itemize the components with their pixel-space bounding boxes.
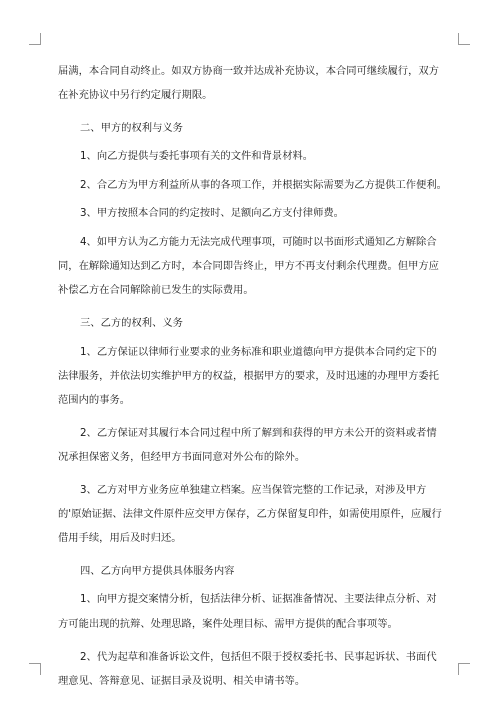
crop-mark-top-left [29, 33, 41, 45]
text-line: 3、乙方对甲方业务应单独建立档案。应当保管完整的工作记录，对涉及甲方 [80, 484, 427, 496]
crop-mark-bottom-right [458, 663, 470, 675]
text-line: 范围内的事务。 [58, 394, 131, 406]
section-heading: 三、乙方的权利、义务 [80, 317, 183, 329]
text-line: 补偿乙方在合同解除前已发生的实际费用。 [58, 284, 254, 296]
crop-mark-bottom-left [29, 663, 41, 675]
text-line: 借用手续，用后及时归还。 [58, 532, 182, 544]
text-line: 理意见、答辩意见、证据目录及说明、相关申请书等。 [58, 675, 306, 687]
text-line: 在补充协议中另行约定履行期限。 [58, 89, 213, 101]
text-line: 况承担保密义务，但经甲方书面同意对外公布的除外。 [58, 451, 306, 463]
text-line: 同，在解除通知达到乙方时，本合同即告终止，甲方不再支付剩余代理费。但甲方应 [58, 260, 439, 272]
text-line: 1、乙方保证以律师行业要求的业务标准和职业道德向甲方提供本合同约定下的 [80, 346, 437, 358]
crop-mark-top-right [458, 33, 470, 45]
text-line: 的'原始证据、法律文件原件应交甲方保存，乙方保留复印件，如需使用原件，应履行 [58, 508, 442, 520]
text-line: 2、乙方保证对其履行本合同过程中所了解到和获得的甲方未公开的资料或者情 [80, 427, 437, 439]
text-line: 2、合乙方为甲方利益所从事的各项工作，并根据实际需要为乙方提供工作便利。 [80, 179, 447, 191]
text-line: 届满，本合同自动终止。如双方协商一致并达成补充协议，本合同可继续履行，双方 [58, 65, 439, 77]
text-line: 4、如甲方认为乙方能力无法完成代理事项，可随时以书面形式通知乙方解除合 [80, 236, 437, 248]
section-heading: 二、甲方的权利与义务 [80, 122, 183, 134]
text-line: 2、代为起草和准备诉讼文件，包括但不限于授权委托书、民事起诉状、书面代 [80, 651, 437, 663]
section-heading: 四、乙方向甲方提供具体服务内容 [80, 565, 235, 577]
text-line: 方可能出现的抗辩、处理思路，案件处理目标、需甲方提供的配合事项等。 [58, 618, 398, 630]
text-line: 法律服务，并依法切实维护甲方的权益，根据甲方的要求，及时迅速的办理甲方委托 [58, 370, 439, 382]
text-line: 1、向甲方提交案情分析，包括法律分析、证据准备情况、主要法律点分析、对 [80, 593, 437, 605]
text-line: 3、甲方按照本合同的约定按时、足额向乙方支付律师费。 [80, 207, 344, 219]
text-line: 1、向乙方提供与委托事项有关的文件和背景材料。 [80, 150, 314, 162]
